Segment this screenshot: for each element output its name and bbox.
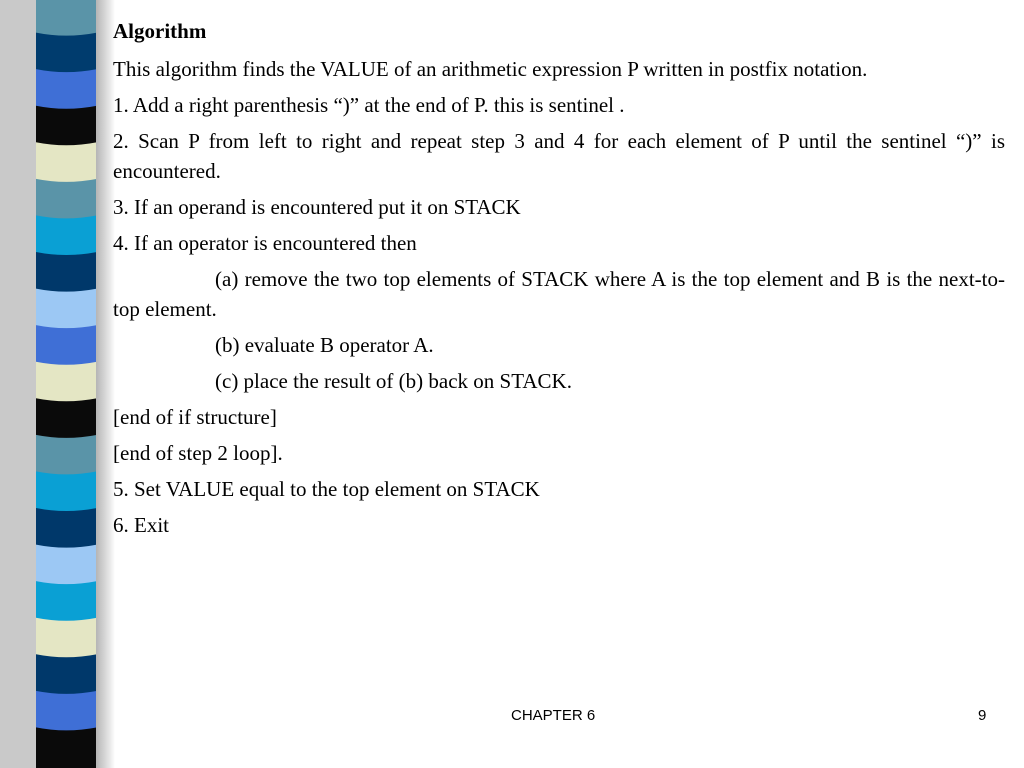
slide-content [113,16,1005,546]
end-if-structure: [end of if structure] [113,405,277,429]
step-4: 4. If an operator is encountered then [113,231,417,255]
algorithm-intro: This algorithm finds the VALUE of an arithmetic expression P written in postfix notation. [113,57,868,81]
end-loop: [end of step 2 loop]. [113,441,283,465]
stripe-segment [36,727,97,768]
footer-page-number: 9 [978,707,987,724]
decorative-stripe-bar [0,0,115,768]
step-4b: (b) evaluate B operator A. [215,333,434,357]
footer-chapter: CHAPTER 6 [511,707,596,724]
step-5: 5. Set VALUE equal to the top element on STACK [113,477,540,501]
step-1: 1. Add a right parenthesis “)” at the end of P. this is sentinel . [113,93,625,117]
step-3: 3. If an operand is encountered put it on STACK [113,195,521,219]
step-6: 6. Exit [113,513,169,537]
step-4c: (c) place the result of (b) back on STACK. [215,369,572,393]
stripe-pattern [0,0,100,768]
slide-heading: Algorithm [113,19,207,43]
step-4a: (a) remove the two top elements of STACK where A is the top element and B is the next-to-top element. [113,267,1005,321]
step-2: 2. Scan P from left to right and repeat step 3 and 4 for each element of P until the sentinel “)” is encountered. [113,129,1005,183]
